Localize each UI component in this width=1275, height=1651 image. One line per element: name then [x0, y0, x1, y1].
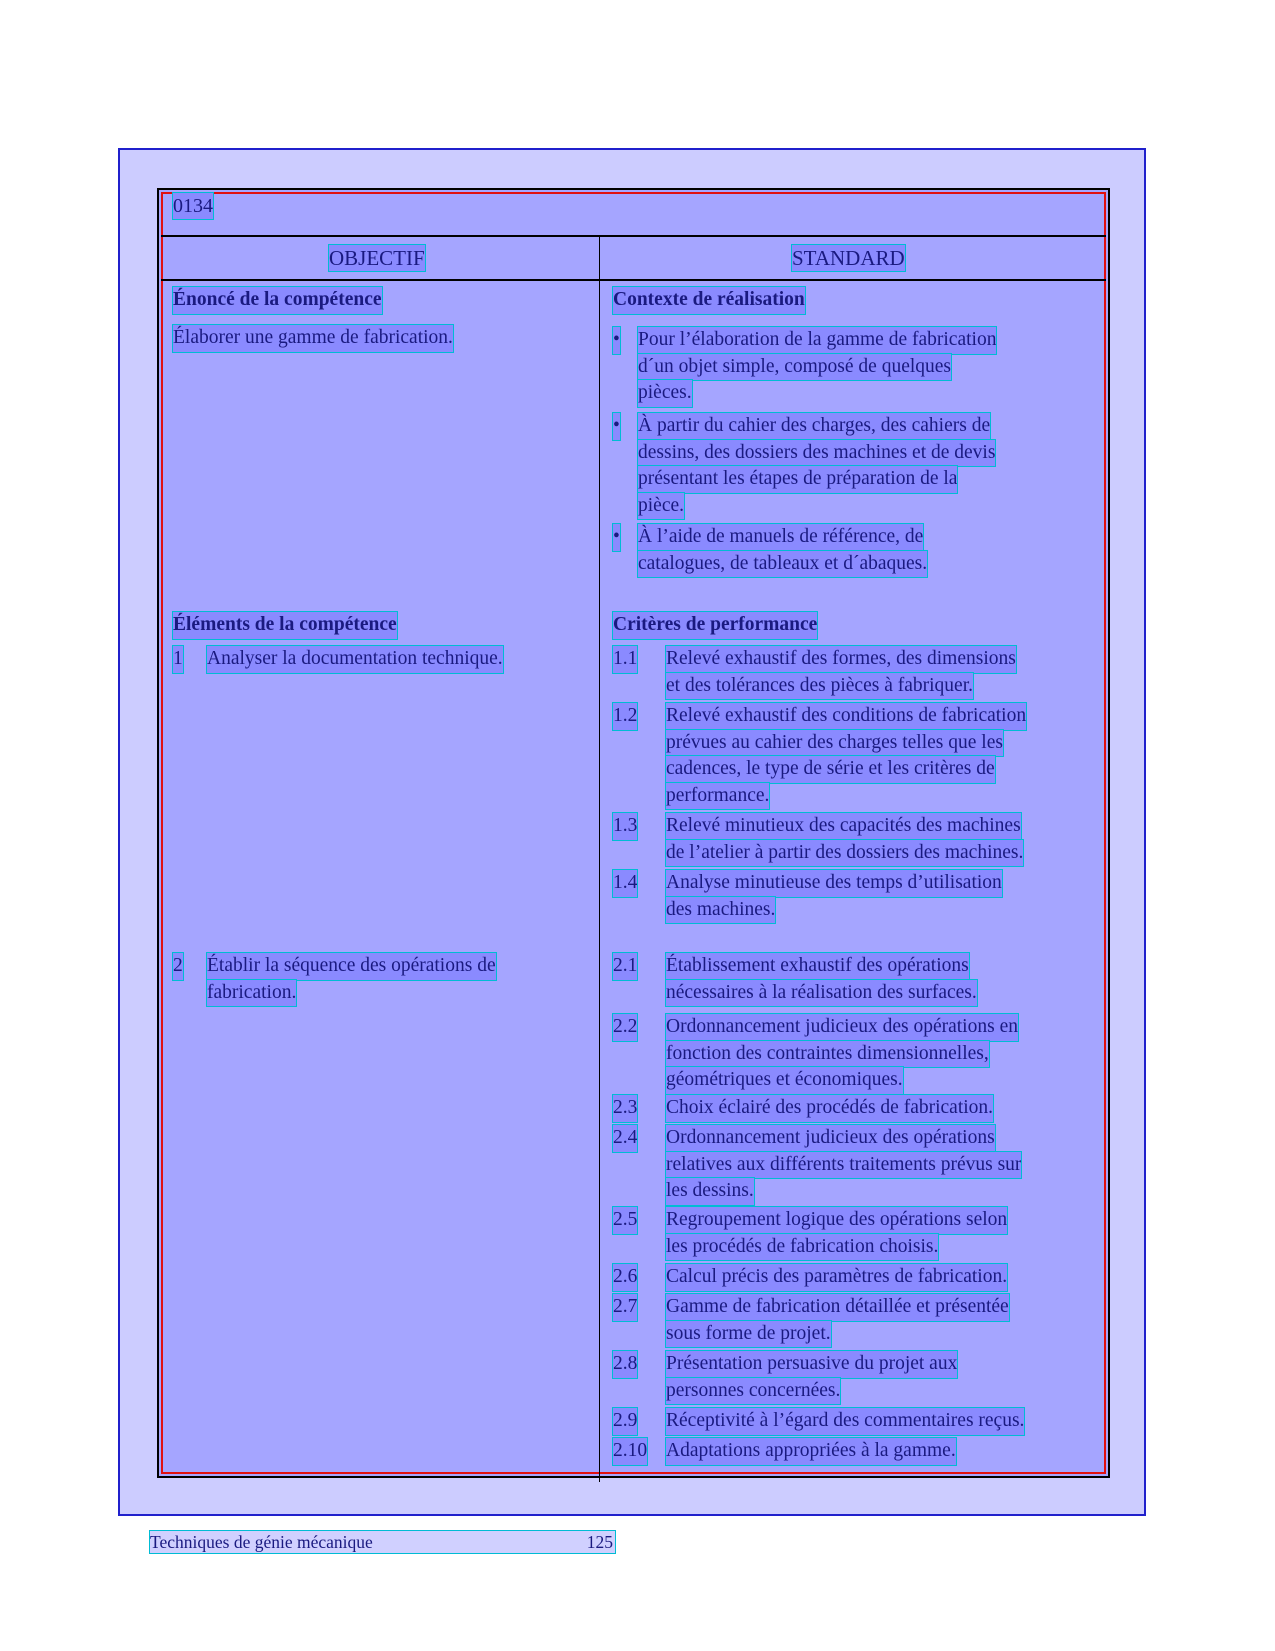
- enonce-text: Élaborer une gamme de fabrication.: [173, 325, 453, 352]
- critere-text-line: Relevé exhaustif des formes, des dimensions: [666, 646, 1016, 673]
- critere-text-line: Relevé exhaustif des conditions de fabrication: [666, 703, 1026, 730]
- footer-title: Techniques de génie mécanique: [150, 1532, 373, 1552]
- critere-text-line: Ordonnancement judicieux des opérations: [666, 1125, 995, 1152]
- critere-text-line: des machines.: [666, 897, 775, 924]
- element-text-line: Analyser la documentation technique.: [207, 646, 503, 673]
- bullet-icon: •: [613, 413, 620, 440]
- critere-text-line: Établissement exhaustif des opérations: [666, 953, 969, 980]
- critere-text-line: prévues au cahier des charges telles que les: [666, 730, 1003, 757]
- critere-text-line: les procédés de fabrication choisis.: [666, 1234, 938, 1261]
- critere-text-line: Relevé minutieux des capacités des machines: [666, 813, 1021, 840]
- divider-top: [161, 235, 1106, 237]
- contexte-bullet-line: À partir du cahier des charges, des cahiers de: [638, 413, 990, 440]
- divider-header: [161, 279, 1106, 281]
- critere-number: 2.5: [613, 1207, 637, 1234]
- critere-text-line: les dessins.: [666, 1178, 754, 1205]
- column-divider: [599, 237, 600, 1482]
- critere-text-line: relatives aux différents traitements prévus sur: [666, 1152, 1021, 1179]
- contexte-bullet-line: présentant les étapes de préparation de la: [638, 466, 957, 493]
- page-number: 125: [586, 1532, 613, 1552]
- contexte-bullet-line: Pour l’élaboration de la gamme de fabrication: [638, 327, 996, 354]
- critere-text-line: de l’atelier à partir des dossiers des machines.: [666, 840, 1023, 867]
- critere-number: 2.10: [613, 1438, 647, 1465]
- critere-text-line: et des tolérances des pièces à fabriquer.: [666, 673, 973, 700]
- critere-text-line: Calcul précis des paramètres de fabrication.: [666, 1264, 1007, 1291]
- critere-number: 1.4: [613, 870, 637, 897]
- bullet-icon: •: [613, 327, 620, 354]
- critere-number: 2.1: [613, 953, 637, 980]
- critere-number: 2.9: [613, 1408, 637, 1435]
- contexte-bullet-line: d´un objet simple, composé de quelques: [638, 354, 951, 381]
- critere-number: 2.3: [613, 1095, 637, 1122]
- element-text-line: Établir la séquence des opérations de: [207, 953, 496, 980]
- elements-title: Éléments de la compétence: [173, 612, 397, 639]
- critere-text-line: Réceptivité à l’égard des commentaires reçus.: [666, 1408, 1024, 1435]
- critere-text-line: sous forme de projet.: [666, 1321, 831, 1348]
- element-text-line: fabrication.: [207, 980, 296, 1007]
- critere-text-line: performance.: [666, 783, 769, 810]
- page-footer: [150, 1531, 615, 1553]
- critere-text-line: Gamme de fabrication détaillée et présentée: [666, 1294, 1009, 1321]
- header-objectif: OBJECTIF: [329, 246, 425, 270]
- critere-number: 1.3: [613, 813, 637, 840]
- criteres-title: Critères de performance: [613, 612, 817, 639]
- element-number: 2: [173, 953, 183, 980]
- critere-text-line: fonction des contraintes dimensionnelles,: [666, 1041, 989, 1068]
- enonce-title: Énoncé de la compétence: [173, 287, 382, 314]
- contexte-bullet-line: À l’aide de manuels de référence, de: [638, 524, 923, 551]
- critere-text-line: personnes concernées.: [666, 1378, 840, 1405]
- critere-text-line: Ordonnancement judicieux des opérations en: [666, 1014, 1018, 1041]
- critere-text-line: Regroupement logique des opérations selon: [666, 1207, 1007, 1234]
- critere-number: 2.8: [613, 1351, 637, 1378]
- critere-text-line: Choix éclairé des procédés de fabrication.: [666, 1095, 993, 1122]
- critere-number: 1.2: [613, 703, 637, 730]
- critere-text-line: cadences, le type de série et les critères de: [666, 756, 995, 783]
- critere-number: 2.7: [613, 1294, 637, 1321]
- competence-code: 0134: [173, 195, 213, 217]
- contexte-bullet-line: pièces.: [638, 380, 692, 407]
- critere-text-line: Présentation persuasive du projet aux: [666, 1351, 957, 1378]
- critere-number: 2.6: [613, 1264, 637, 1291]
- contexte-title: Contexte de réalisation: [613, 287, 805, 314]
- bullet-icon: •: [613, 524, 620, 551]
- element-number: 1: [173, 646, 183, 673]
- critere-text-line: Adaptations appropriées à la gamme.: [666, 1438, 956, 1465]
- contexte-bullet-line: dessins, des dossiers des machines et de devis: [638, 440, 995, 467]
- header-standard: STANDARD: [792, 246, 905, 270]
- critere-number: 2.2: [613, 1014, 637, 1041]
- critere-text-line: Analyse minutieuse des temps d’utilisation: [666, 870, 1002, 897]
- critere-text-line: géométriques et économiques.: [666, 1067, 903, 1094]
- critere-number: 1.1: [613, 646, 637, 673]
- contexte-bullet-line: catalogues, de tableaux et d´abaques.: [638, 551, 927, 578]
- critere-number: 2.4: [613, 1125, 637, 1152]
- critere-text-line: nécessaires à la réalisation des surfaces.: [666, 980, 977, 1007]
- contexte-bullet-line: pièce.: [638, 493, 684, 520]
